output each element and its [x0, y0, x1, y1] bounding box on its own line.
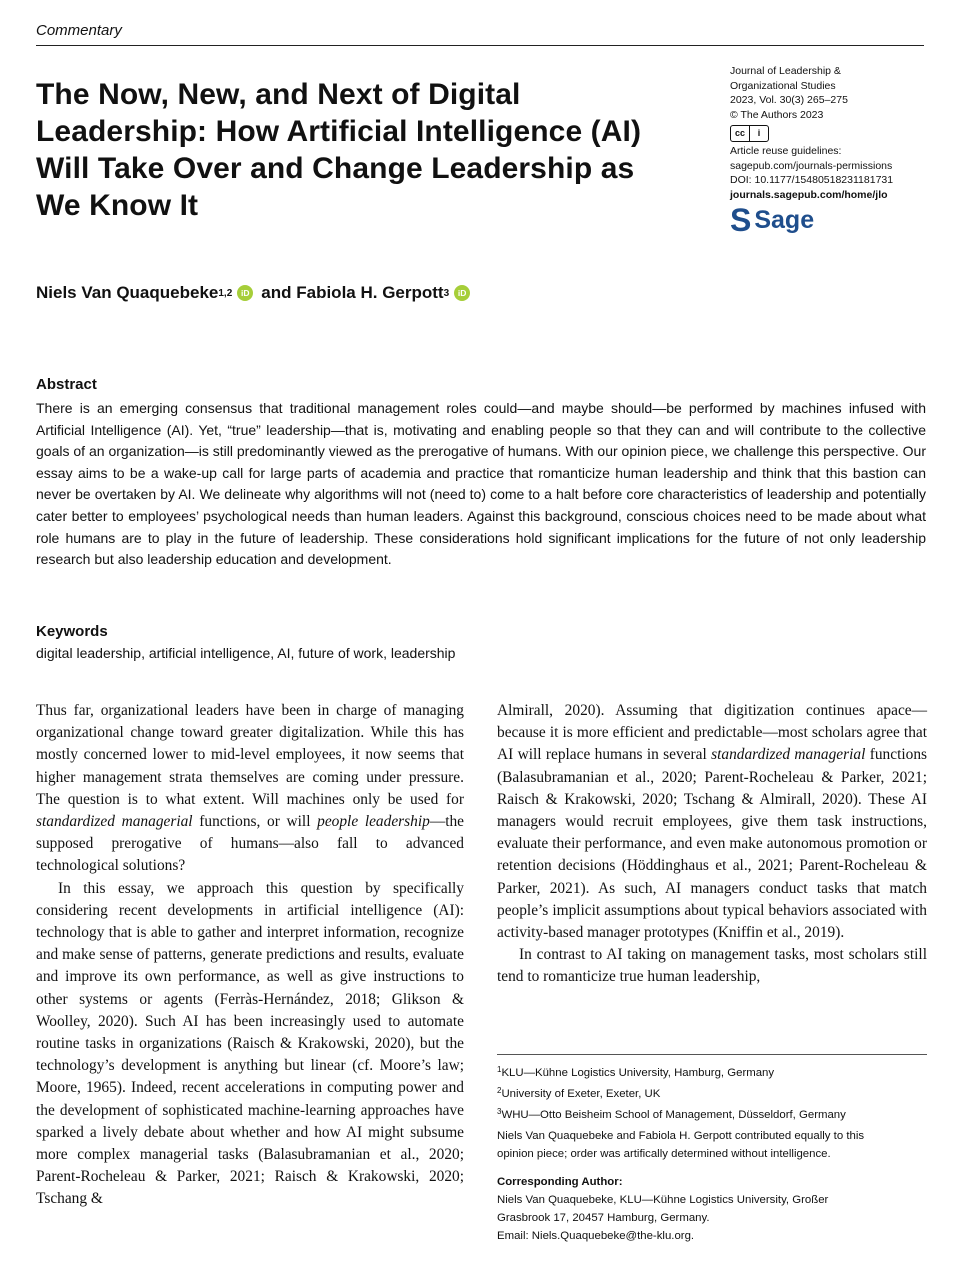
affiliation-1: $^1$KLU—Kühne Logistics University, Hamburg, Germany: [497, 1065, 775, 1079]
keywords-text: digital leadership, artificial intelligence, AI, future of work, leadership: [36, 645, 456, 661]
sage-logo-text: Sage: [754, 205, 815, 234]
corresponding-email-link[interactable]: Email: Niels.Quaquebeke@the-klu.org.: [497, 1230, 695, 1242]
keywords-heading: Keywords: [36, 623, 108, 640]
header-rule: [36, 45, 924, 46]
body-paragraph-1: Thus far, organizational leaders have been in charge of managing organizational change toward greater digitalization. While this has mostly concerned lower to mid-level employees, it now seems that higher management strata themselves are coming under pressure. The question is to what extent. Will machines only be used for standardized managerial functions, or will people leadership—the supposed prerogative of humans—also fall to advanced technological solutions?: [36, 702, 465, 875]
attribution-icon: i: [757, 128, 761, 139]
corresponding-address-1: Niels Van Quaquebeke, KLU—Kühne Logistics University, Großer: [497, 1194, 829, 1206]
contribution-line-1: Niels Van Quaquebeke and Fabiola H. Gerpott contributed equally to this: [497, 1130, 865, 1142]
corresponding-author-heading: Corresponding Author:: [497, 1176, 623, 1188]
sage-logo: [730, 202, 940, 238]
corresponding-author: [497, 1173, 937, 1245]
author-1-affiliation: 1,2: [218, 287, 233, 299]
reuse-link[interactable]: sagepub.com/journals-permissions: [730, 159, 893, 172]
affiliation-2: $^2$University of Exeter, Exeter, UK: [497, 1086, 661, 1100]
cc-license-icon: [730, 125, 769, 142]
author-connector: and: [261, 283, 292, 302]
article-title: [36, 76, 706, 224]
journal-volume: 2023, Vol. 30(3) 265–275: [730, 94, 848, 106]
author-2-affiliation: 3: [443, 287, 450, 299]
body-paragraph-3: Almirall, 2020). Assuming that digitization continues apace—because it is more efficient and predictable—most scholars agree that AI will replace humans in several standardized managerial functions (Balasubramanian et al., 2020; Parent-Rocheleau & Parker, 2021; Raisch & Krakowski, 2020; Tschang & Almirall, 2020). These AI managers would recruit employees, give them task instructions, evaluate their performance, and even make autonomous promotion or retention decisions (Höddinghaus et al., 2021; Parent-Rocheleau & Parker, 2021). As such, AI managers conduct tasks that match people’s implicit assumptions about typical behaviors associated with activity-based manager prototypes (Kniffin et al., 2019).: [497, 702, 927, 942]
body-paragraph-4: In contrast to AI taking on management tasks, most scholars still tend to romanticize true human leadership,: [497, 946, 927, 986]
affiliations: [497, 1061, 937, 1124]
sage-logo-icon: S: [730, 202, 752, 238]
journal-meta: [730, 64, 940, 238]
body-paragraph-2: In this essay, we approach this question by specifically considering recent developments in artificial intelligence (AI): technology that is able to gather and interpret information, recognize and make sense of patterns, generate predictions and results, evaluate and improve its own performance, as well as give instructions to other systems or agents (Ferràs-Hernández, 2018; Glikson & Woolley, 2020). Such AI has been increasingly used to automate routine tasks in organizations (Raisch & Krakowski, 2020), but the technology’s development is anything but linear (cf. Moore’s law; Moore, 1965). Indeed, recent accelerations in computing power and the development of sophisticated machine-learning approaches have sparked a lively debate about whether and how AI might subsume more complex managerial tasks (Balasubramanian et al., 2020; Parent-Rocheleau & Parker, 2021; Raisch & Krakowski, 2020; Tschang &: [36, 879, 464, 1208]
journal-homepage-link[interactable]: journals.sagepub.com/home/jlo: [730, 188, 888, 201]
author-line: [36, 283, 478, 303]
reuse-label: Article reuse guidelines:: [730, 145, 842, 157]
contribution-note: [497, 1127, 937, 1163]
body-column-left: [36, 700, 464, 1211]
journal-name-line-1: Journal of Leadership &: [730, 65, 841, 77]
title-line-1: The Now, New, and Next of Digital: [36, 78, 521, 111]
author-2-name: Fabiola H. Gerpott: [296, 283, 444, 302]
author-1-name: Niels Van Quaquebeke: [36, 283, 219, 302]
title-line-4: We Know It: [36, 189, 199, 222]
journal-name-line-2: Organizational Studies: [730, 79, 836, 92]
abstract-text: There is an emerging consensus that traditional management roles could—and maybe should—be performed by machines infused with Artificial Intelligence (AI). Yet, “true” leadership—that is, motivating and enabling people so that they can and will contribute to the collective goals of an organization—is still predominantly viewed as the prerogative of humans. With our opinion piece, we challenge this perspective. Our essay aims to be a wake-up call for large parts of academia and practice that romanticize human leadership and think that this bastion can never be overtaken by AI. We delineate why algorithms will not (need to) come to a halt before core characteristics of leadership and potentially cater better to employees’ psychological needs than human leaders. Against this background, conscious choices need to be made about what role humans are to play in the future of leadership. These considerations hold significant implications for the future of not only leadership research but also leadership education and development.: [36, 400, 926, 568]
copyright: © The Authors 2023: [730, 108, 824, 121]
body-column-right: [497, 700, 927, 989]
abstract-heading: Abstract: [36, 376, 97, 393]
doi-link[interactable]: DOI: 10.1177/15480518231181731: [730, 174, 894, 186]
cc-icon: cc: [731, 126, 750, 141]
orcid-icon[interactable]: iD: [237, 285, 253, 301]
section-label: Commentary: [36, 22, 122, 39]
contribution-line-2: opinion piece; order was artifically determined without intelligence.: [497, 1148, 831, 1160]
orcid-icon[interactable]: iD: [454, 285, 470, 301]
title-line-2: Leadership: How Artificial Intelligence (AI): [36, 115, 642, 148]
affiliation-3: $^3$WHU—Otto Beisheim School of Management, Düsseldorf, Germany: [497, 1107, 846, 1121]
corresponding-address-2: Grasbrook 17, 20457 Hamburg, Germany.: [497, 1212, 710, 1224]
footnote-rule: [497, 1054, 927, 1055]
title-line-3: Will Take Over and Change Leadership as: [36, 152, 635, 185]
